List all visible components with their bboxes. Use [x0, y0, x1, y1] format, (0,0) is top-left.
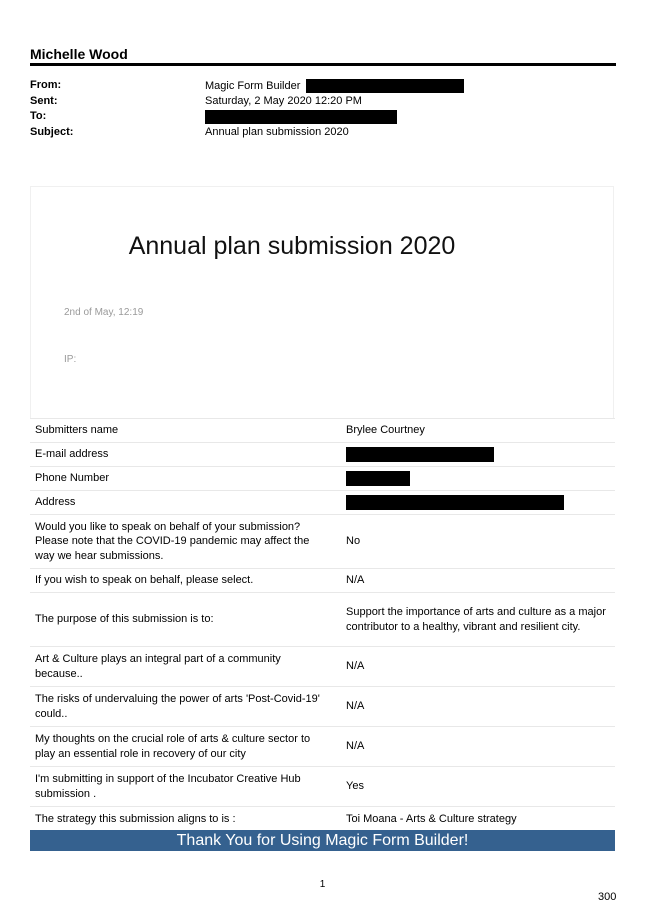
table-row — [30, 593, 615, 647]
question-cell: My thoughts on the crucial role of arts & culture sector to play an essential role in recovery of our city — [30, 727, 336, 767]
table-row — [30, 467, 615, 491]
from-email-redaction — [306, 79, 464, 93]
form-card — [30, 186, 614, 418]
table-row — [30, 647, 615, 687]
question-cell: The strategy this submission aligns to is : — [30, 807, 336, 831]
to-redaction — [205, 110, 397, 124]
question-cell: I'm submitting in support of the Incubator Creative Hub submission . — [30, 767, 336, 807]
answer-cell: Yes — [336, 767, 615, 807]
to-label: To: — [30, 110, 47, 122]
redaction-block — [346, 495, 564, 510]
answer-cell: Support the importance of arts and culture as a major contributor to a healthy, vibrant and resilient city. — [336, 593, 615, 647]
question-cell: The purpose of this submission is to: — [30, 593, 336, 647]
question-cell: Phone Number — [30, 467, 336, 491]
table-row — [30, 515, 615, 569]
table-row — [30, 767, 615, 807]
redaction-block — [346, 471, 410, 486]
answers-table — [30, 418, 615, 831]
question-cell: E-mail address — [30, 443, 336, 467]
from-label: From: — [30, 79, 62, 91]
answer-cell: N/A — [336, 569, 615, 593]
table-row — [30, 419, 615, 443]
sent-value: Saturday, 2 May 2020 12:20 PM — [205, 94, 362, 107]
answer-cell: N/A — [336, 687, 615, 727]
answer-cell — [336, 491, 615, 515]
ip-label: IP: — [64, 354, 77, 365]
sent-label: Sent: — [30, 94, 58, 107]
question-cell: Would you like to speak on behalf of your submission? Please note that the COVID-19 pandemic may affect the way we hear submissions. — [30, 515, 336, 569]
to-value — [205, 110, 397, 124]
answer-cell — [336, 467, 615, 491]
table-row — [30, 727, 615, 767]
redaction-block — [346, 447, 494, 462]
from-sender: Magic Form Builder — [205, 79, 301, 92]
from-value — [205, 79, 464, 93]
table-row — [30, 807, 615, 831]
footer-banner: Thank You for Using Magic Form Builder! — [30, 830, 615, 851]
table-row — [30, 491, 615, 515]
subject-value: Annual plan submission 2020 — [205, 125, 349, 138]
table-row — [30, 569, 615, 593]
owner-name: Michelle Wood — [30, 46, 128, 62]
question-cell: Art & Culture plays an integral part of a community because.. — [30, 647, 336, 687]
question-cell: Submitters name — [30, 419, 336, 443]
answer-cell: N/A — [336, 647, 615, 687]
submission-date: 2nd of May, 12:19 — [64, 307, 144, 318]
table-row — [30, 687, 615, 727]
subject-label: Subject: — [30, 125, 74, 138]
answer-cell: Toi Moana - Arts & Culture strategy — [336, 807, 615, 831]
answer-cell: Brylee Courtney — [336, 419, 615, 443]
table-row — [30, 443, 615, 467]
answer-cell — [336, 443, 615, 467]
question-cell: If you wish to speak on behalf, please select. — [30, 569, 336, 593]
document-number: 300 — [598, 891, 617, 903]
question-cell: Address — [30, 491, 336, 515]
form-title: Annual plan submission 2020 — [128, 232, 456, 260]
header-rule — [30, 63, 616, 66]
question-cell: The risks of undervaluing the power of arts 'Post-Covid-19' could.. — [30, 687, 336, 727]
answer-cell: No — [336, 515, 615, 569]
answer-cell: N/A — [336, 727, 615, 767]
page-number: 1 — [319, 879, 326, 890]
